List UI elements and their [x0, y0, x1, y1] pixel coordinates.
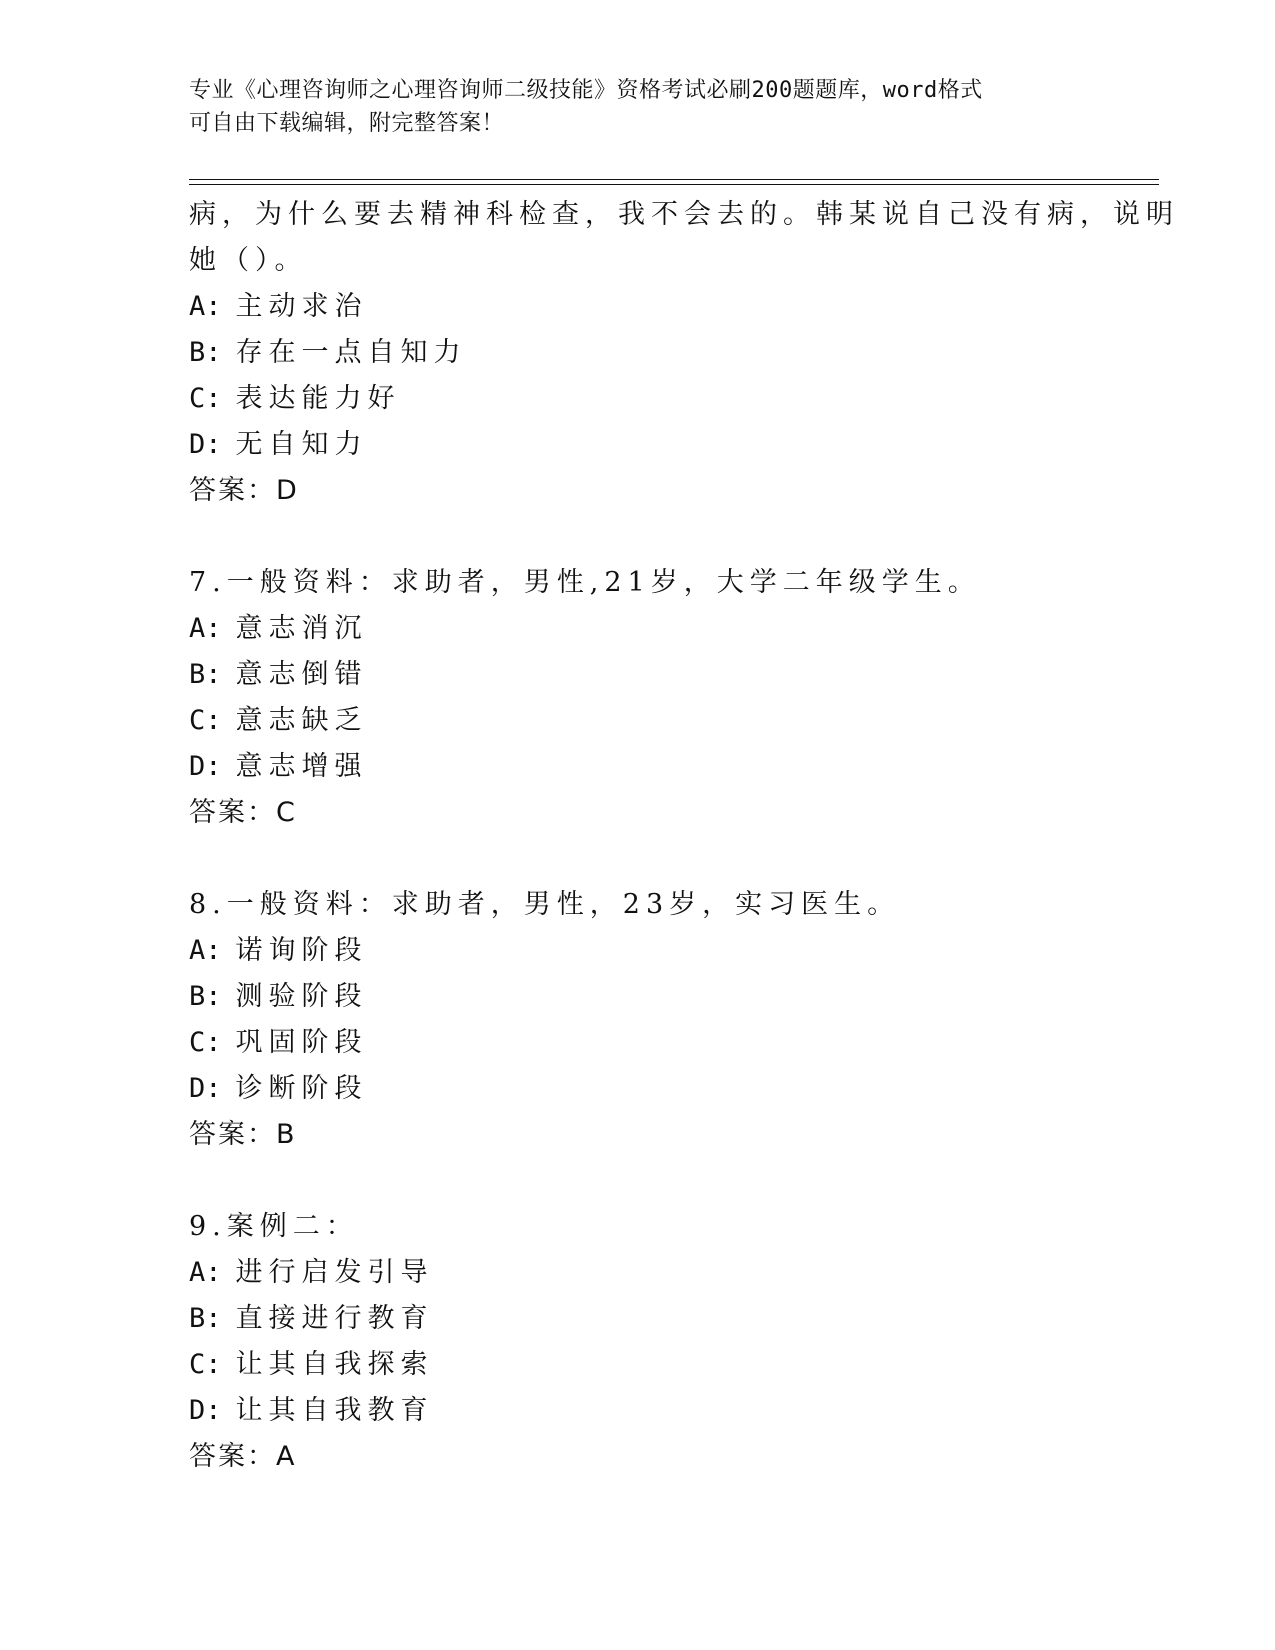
question-block	[189, 560, 1089, 836]
option-text: 意志倒错	[235, 659, 368, 690]
option-c	[189, 698, 1089, 744]
question-stem-line: 7.一般资料：求助者，男性,21岁，大学二年级学生。	[189, 567, 981, 598]
question-stem-line: 她（）。	[189, 245, 308, 276]
option-text: 意志增强	[235, 751, 368, 782]
header-line-2: 可自由下载编辑，附完整答案！	[189, 111, 505, 136]
option-key: B:	[189, 1303, 222, 1334]
option-key: D:	[189, 751, 222, 782]
answer-line: 答案：B	[189, 1119, 297, 1150]
option-key: A:	[189, 1257, 222, 1288]
option-key: C:	[189, 1027, 222, 1058]
option-d	[189, 1388, 1089, 1434]
option-key: B:	[189, 337, 222, 368]
option-text: 进行启发引导	[235, 1257, 434, 1288]
option-text: 诺询阶段	[235, 935, 368, 966]
header-divider-top	[189, 179, 1159, 180]
option-b	[189, 652, 1089, 698]
option-text: 意志缺乏	[235, 705, 368, 736]
spacer	[189, 836, 1089, 882]
option-text: 让其自我探索	[235, 1349, 434, 1380]
option-key: C:	[189, 383, 222, 414]
spacer	[189, 514, 1089, 560]
header-divider-bottom	[189, 184, 1159, 185]
question-stem-line: 9.案例二：	[189, 1211, 359, 1242]
option-d	[189, 422, 1089, 468]
option-text: 测验阶段	[235, 981, 368, 1012]
option-a	[189, 928, 1089, 974]
option-c	[189, 1342, 1089, 1388]
option-d	[189, 1066, 1089, 1112]
document-header	[189, 74, 1089, 140]
option-c	[189, 376, 1089, 422]
answer-line: 答案：A	[189, 1441, 297, 1472]
answer-line: 答案：D	[189, 475, 299, 506]
option-a	[189, 1250, 1089, 1296]
option-key: A:	[189, 935, 222, 966]
option-b	[189, 1296, 1089, 1342]
option-key: A:	[189, 613, 222, 644]
option-key: D:	[189, 1395, 222, 1426]
option-key: C:	[189, 1349, 222, 1380]
question-block	[189, 1204, 1089, 1480]
option-b	[189, 330, 1089, 376]
question-block	[189, 882, 1089, 1158]
question-stem-line: 8.一般资料：求助者，男性，23岁，实习医生。	[189, 889, 901, 920]
answer-line: 答案：C	[189, 797, 297, 828]
option-text: 巩固阶段	[235, 1027, 368, 1058]
option-text: 存在一点自知力	[235, 337, 467, 368]
question-list	[189, 192, 1179, 1480]
question-stem-line: 病，为什么要去精神科检查，我不会去的。韩某说自己没有病，说明	[189, 199, 1179, 230]
option-text: 主动求治	[235, 291, 368, 322]
spacer	[189, 1158, 1089, 1204]
option-a	[189, 606, 1089, 652]
question-block	[189, 192, 1179, 514]
option-key: B:	[189, 659, 222, 690]
option-key: C:	[189, 705, 222, 736]
option-key: D:	[189, 1073, 222, 1104]
option-d	[189, 744, 1089, 790]
option-text: 诊断阶段	[235, 1073, 368, 1104]
option-c	[189, 1020, 1089, 1066]
option-key: A:	[189, 291, 222, 322]
option-b	[189, 974, 1089, 1020]
option-key: B:	[189, 981, 222, 1012]
option-text: 直接进行教育	[235, 1303, 434, 1334]
option-text: 无自知力	[235, 429, 368, 460]
option-text: 让其自我教育	[235, 1395, 434, 1426]
option-text: 意志消沉	[235, 613, 368, 644]
header-line-1: 专业《心理咨询师之心理咨询师二级技能》资格考试必刷200题题库，word格式	[189, 78, 983, 103]
option-key: D:	[189, 429, 222, 460]
option-a	[189, 284, 1089, 330]
option-text: 表达能力好	[235, 383, 401, 414]
